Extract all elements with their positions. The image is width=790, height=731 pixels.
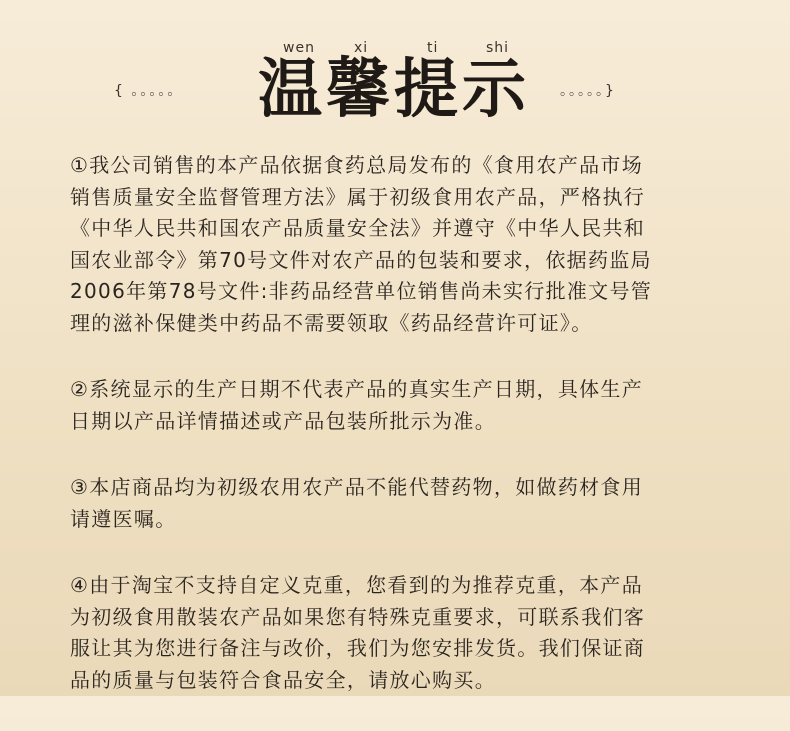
notice-paragraph-4 — [70, 570, 730, 696]
text-line: ①我公司销售的本产品依据食药总局发布的《食用农产品市场 — [70, 153, 644, 177]
text-line: 销售质量安全监督管理方法》属于初级食用农产品，严格执行 — [70, 184, 646, 209]
notice-paragraph-3 — [70, 472, 730, 535]
page-title: 温馨提示 — [258, 52, 530, 127]
pinyin-wen: wen — [283, 40, 315, 56]
text-line: 《中华人民共和国农产品质量安全法》并遵守《中华人民共和 — [70, 216, 646, 240]
pinyin-shi: shi — [486, 40, 510, 56]
text-line: 日期以产品详情描述或产品包装所批示为准。 — [70, 408, 496, 433]
text-line: 品的质量与包装符合食品安全，请放心购买。 — [70, 667, 496, 692]
text-line: ③本店商品均为初级农用农产品不能代替药物，如做药材食用 — [70, 475, 644, 499]
text-line: 国农业部令》第70号文件对农产品的包装和要求，依据药监局 — [70, 247, 652, 272]
pinyin-xi: xi — [354, 40, 369, 56]
text-line: 理的滋补保健类中药品不需要领取《药品经营许可证》。 — [70, 310, 593, 335]
pinyin-ti: ti — [427, 40, 439, 56]
text-line: 请遵医嘱。 — [70, 506, 177, 531]
decoration-left: { 。。。。。 — [114, 83, 184, 99]
text-line: ④由于淘宝不支持自定义克重，您看到的为推荐克重，本产品 — [70, 573, 644, 597]
decoration-right: 。。。。。} — [560, 83, 616, 99]
text-line: ②系统显示的生产日期不代表产品的真实生产日期，具体生产 — [70, 377, 644, 401]
text-line: 服让其为您进行备注与改价，我们为您安排发货。我们保证商 — [70, 636, 646, 660]
text-line: 为初级食用散装农产品如果您有特殊克重要求，可联系我们客 — [70, 604, 646, 629]
notice-content — [70, 150, 730, 731]
notice-paragraph-2 — [70, 374, 730, 437]
text-line: 2006年第78号文件:非药品经营单位销售尚未实行批准文号管 — [70, 279, 653, 303]
header — [0, 0, 790, 140]
notice-paragraph-1 — [70, 150, 730, 339]
